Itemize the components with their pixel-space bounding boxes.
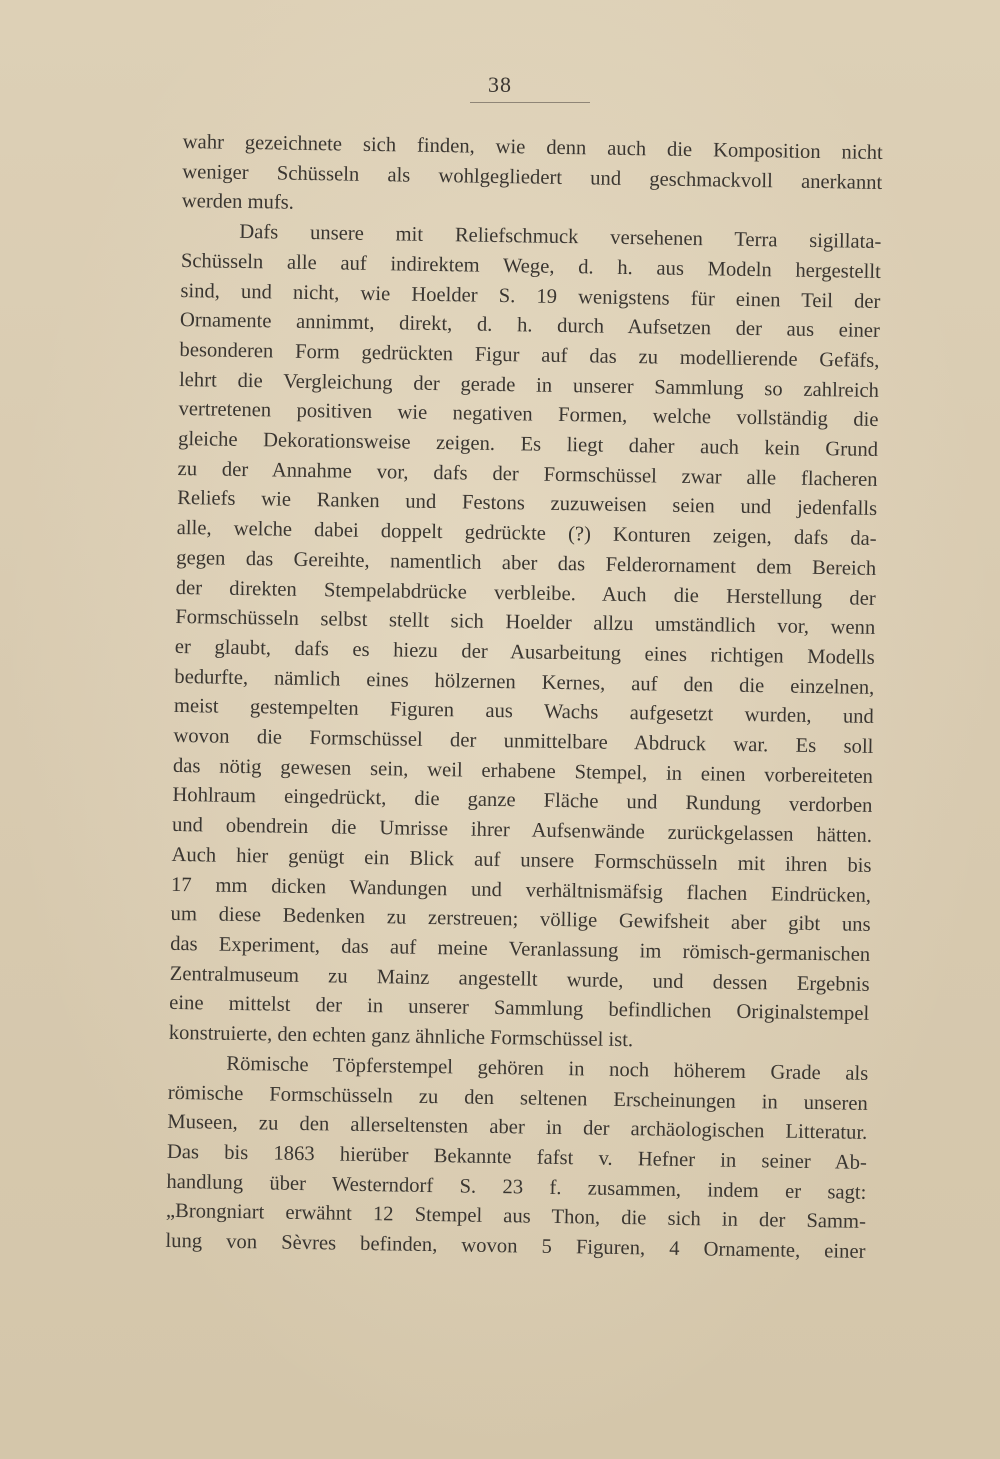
text-line: er glaubt, dafs es hiezu der Ausarbeitung eines richtigen Modells bbox=[174, 635, 875, 669]
text-line: Zentralmuseum zu Mainz angestellt wurde, und dessen Ergebnis bbox=[169, 962, 870, 996]
text-line: meist gestempelten Figuren aus Wachs aufgesetzt wurden, und bbox=[173, 695, 875, 729]
text-line: sind, und nicht, wie Hoelder S. 19 wenigstens für einen Teil der bbox=[180, 279, 881, 313]
text-line: Dafs unsere mit Reliefschmuck versehenen Terra sigillata- bbox=[239, 221, 882, 254]
text-line: „Brongniart erwähnt 12 Stempel aus Thon, die sich in der Samm- bbox=[165, 1200, 867, 1234]
text-line: um diese Bedenken zu zerstreuen; völlige Gewifsheit aber gibt uns bbox=[170, 903, 871, 937]
text-line: alle, welche dabei doppelt gedrückte (?) Konturen zeigen, dafs da- bbox=[176, 517, 877, 551]
text-line: handlung über Westerndorf S. 23 f. zusammen, indem er sagt: bbox=[166, 1170, 867, 1204]
text-line: das nötig gewesen sein, weil erhabene Stempel, in einen vorbereiteten bbox=[172, 754, 874, 788]
text-line: das Experiment, das auf meine Veranlassung im römisch-germanischen bbox=[170, 932, 871, 966]
page-number: 38 bbox=[488, 72, 512, 97]
text-line: Reliefs wie Ranken und Festons zuzuweisen seien und jedenfalls bbox=[177, 487, 878, 521]
text-line: und obendrein die Umrisse ihrer Aufsenwände zurückgelassen hätten. bbox=[171, 814, 873, 848]
text-line: Hohlraum eingedrückt, die ganze Fläche und Rundung verdorben bbox=[172, 784, 873, 818]
text-line: Das bis 1863 hierüber Bekannte fafst v. Hefner in seiner Ab- bbox=[166, 1140, 868, 1174]
text-line: weniger Schüsseln als wohlgegliedert und geschmackvoll anerkannt bbox=[182, 160, 883, 194]
body-text bbox=[165, 128, 883, 1268]
text-line: 17 mm dicken Wandungen und verhältnismäfsig flachen Eindrücken, bbox=[170, 873, 872, 907]
text-line: Schüsseln alle auf indirektem Wege, d. h. aus Modeln hergestellt bbox=[180, 249, 882, 283]
text-line: besonderen Form gedrückten Figur auf das zu modellierende Gefäfs, bbox=[179, 338, 880, 372]
header-rule bbox=[470, 102, 590, 103]
text-line: zu der Annahme vor, dafs der Formschüssel zwar alle flacheren bbox=[177, 457, 878, 491]
text-line: wahr gezeichnete sich finden, wie denn auch die Komposition nicht bbox=[182, 130, 883, 164]
text-line: konstruierte, den echten ganz ähnliche Formschüssel ist. bbox=[168, 1021, 634, 1052]
paragraph-1 bbox=[182, 128, 883, 228]
text-line: der direkten Stempelabdrücke verbleibe. Auch die Herstellung der bbox=[175, 576, 876, 610]
text-line: römische Formschüsseln zu den seltenen Erscheinungen in unseren bbox=[167, 1081, 868, 1115]
paragraph-3 bbox=[165, 1049, 868, 1268]
text-line: Museen, zu den allerseltensten aber in der archäologischen Litteratur. bbox=[167, 1111, 868, 1145]
text-line: wovon die Formschüssel der unmittelbare Abdruck war. Es soll bbox=[173, 724, 874, 758]
text-line: Ornamente annimmt, direkt, d. h. durch Aufsetzen der aus einer bbox=[179, 309, 881, 343]
text-line: werden mufs. bbox=[181, 190, 295, 215]
text-line: gegen das Gereihte, namentlich aber das Felderornament dem Bereich bbox=[176, 546, 877, 580]
text-line: Römische Töpferstempel gehören in noch höherem Grade als bbox=[226, 1052, 869, 1085]
text-line: bedurfte, nämlich eines hölzernen Kernes, auf den die einzelnen, bbox=[174, 665, 875, 699]
text-line: gleiche Dekorationsweise zeigen. Es liegt daher auch kein Grund bbox=[177, 427, 879, 461]
text-line: vertretenen positiven wie negativen Formen, welche vollständig die bbox=[178, 398, 879, 432]
paragraph-2 bbox=[169, 217, 882, 1060]
text-line: Auch hier genügt ein Blick auf unsere Formschüsseln mit ihren bis bbox=[171, 843, 872, 877]
text-line: lehrt die Vergleichung der gerade in unserer Sammlung so zahlreich bbox=[178, 368, 880, 402]
text-line: eine mittelst der in unserer Sammlung befindlichen Originalstempel bbox=[169, 992, 870, 1026]
text-line: Formschüsseln selbst stellt sich Hoelder allzu umständlich vor, wenn bbox=[175, 606, 876, 640]
text-line: lung von Sèvres befinden, wovon 5 Figuren, 4 Ornamente, einer bbox=[165, 1229, 866, 1263]
